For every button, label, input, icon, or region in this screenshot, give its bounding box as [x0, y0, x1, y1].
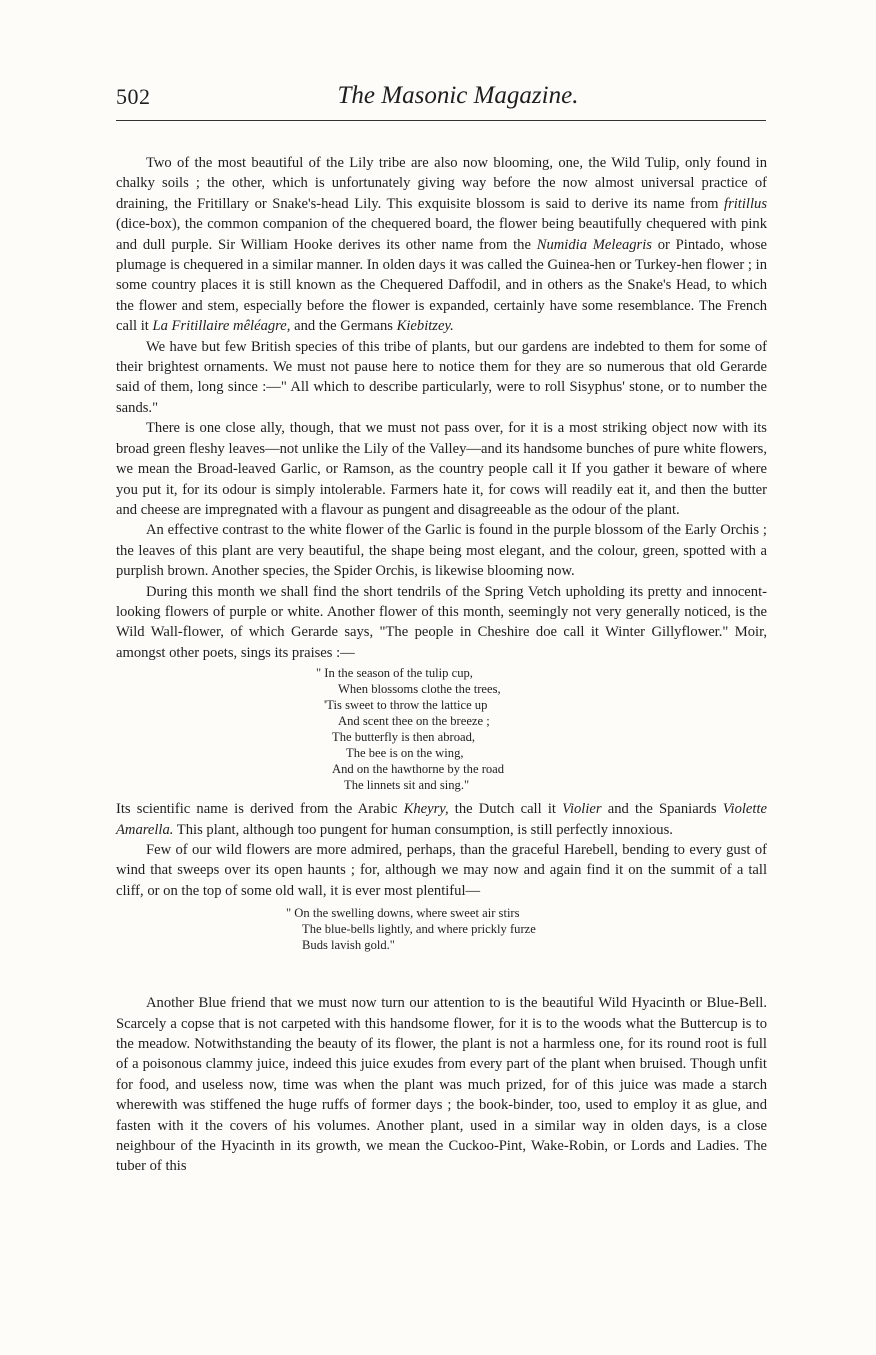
text-run: or Pintado, whose plumage is chequered in a similar manner. In olden days it was called the Guinea-hen or Turkey-hen flower ; in some country places it is still known as the Chequered Daffodil, and in others as the Snake's Head, to which the flower and stem, especially before the flower is expanded, certainly have some resemblance. The French call it	[116, 236, 767, 335]
italic-term: fritillus	[724, 195, 767, 212]
paragraph-group-1	[116, 153, 767, 663]
poem-line: " In the season of the tulip cup,	[316, 666, 473, 681]
poem-line: The blue-bells lightly, and where prickly furze	[302, 922, 536, 937]
text-run: Two of the most beautiful of the Lily tribe are also now blooming, one, the Wild Tulip, only found in chalky soils ; the other, which is unfortunately giving way before the now almost universal practice of draining, the Fritillary or Snake's-head Lily. This exquisite blossom is said to derive its name from	[116, 155, 767, 212]
poem-line: 'Tis sweet to throw the lattice up	[324, 698, 488, 713]
text-run: An effective contrast to the white flower of the Garlic is found in the purple blossom of the Early Orchis ; the leaves of this plant are very beautiful, the shape being most elegant, and the colour, green, spotted with a purplish brown. Another species, the Spider Orchis, is likewise blooming now.	[116, 522, 767, 580]
paragraph-group-3	[116, 993, 767, 1177]
paragraph	[116, 993, 767, 1177]
text-run: During this month we shall find the short tendrils of the Spring Vetch upholding its pretty and innocent-looking flowers of purple or white. Another flower of this month, seemingly not very generally noticed, is the Wild Wall-flower, of which Gerarde says, "The people in Cheshire doe call it Winter Gillyflower." Moir, amongst other poets, sings its praises :—	[116, 583, 767, 661]
poem-line: The linnets sit and sing."	[344, 778, 470, 793]
poem-harebell	[116, 905, 767, 953]
poem-line: And scent thee on the breeze ;	[338, 714, 490, 729]
text-run: Its scientific name is derived from the Arabic	[116, 801, 404, 818]
poem-line: The bee is on the wing,	[346, 746, 464, 761]
italic-term: Numidia Meleagris	[536, 236, 652, 253]
text-run: the Dutch call it	[448, 801, 563, 818]
italic-term: Kheyry,	[403, 801, 449, 818]
paragraph	[116, 799, 767, 840]
paragraph	[116, 840, 767, 901]
poem-line: The butterfly is then abroad,	[332, 730, 476, 745]
text-run: This plant, although too pungent for human consumption, is still perfectly innoxious.	[173, 821, 673, 838]
text-run: Few of our wild flowers are more admired, perhaps, than the graceful Harebell, bending to every gust of wind that sweeps over its open haunts ; for, although we may now and again find it on the summit of a tall cliff, or on the top of some old wall, it is ever most plentiful—	[116, 841, 767, 899]
page-number: 502	[116, 84, 151, 109]
poem-line: And on the hawthorne by the road	[332, 762, 505, 777]
text-run: We have but few British species of this tribe of plants, but our gardens are indebted to them for some of their brightest ornaments. We must not pause here to notice them for they are so numerous that old Gerarde said of them, long since :—" All which to describe particularly, were to roll Sisyphus' stone, or to number the sands."	[116, 338, 767, 416]
poem-wallflower	[116, 665, 767, 793]
italic-term: Violier	[562, 801, 602, 818]
paragraph-group-2	[116, 799, 767, 901]
running-title: The Masonic Magazine.	[337, 82, 579, 109]
poem-line: " On the swelling downs, where sweet air stirs	[286, 906, 520, 921]
italic-term: La Fritillaire mêléagre,	[152, 318, 291, 335]
article-body	[116, 153, 767, 1177]
text-run: (dice-box), the common companion of the chequered board, the flower being beautifully chequered with pink and dull purple. Sir William Hooke derives its other name from the	[116, 216, 767, 253]
text-run: and the Spaniards	[601, 801, 723, 818]
paragraph	[116, 153, 767, 337]
paragraph	[116, 582, 767, 664]
header-rule	[116, 120, 766, 121]
poem-line: When blossoms clothe the trees,	[338, 682, 501, 697]
italic-term: Violette Amarella.	[116, 801, 767, 838]
text-run: Another Blue friend that we must now turn our attention to is the beautiful Wild Hyacinth or Blue-Bell. Scarcely a copse that is not carpeted with this handsome flower, for it is to the woods what the Buttercup is to the meadow. Notwithstanding the beauty of its flower, the plant is not a harmless one, for its round root is full of a poisonous clammy juice, indeed this juice exudes from every part of the plant when bruised. Though unfit for food, and useless now, time was when the plant was much prized, for of this juice was made a starch wherewith was stiffened the huge ruffs of former days ; the book-binder, too, used to employ it as glue, and fasten with it the covers of his volumes. Another plant, used in a similar way in olden days, is a close neighbour of the Hyacinth in its growth, we mean the Cuckoo-Pint, Wake-Robin, or Lords and Ladies. The tuber of this	[116, 995, 767, 1175]
paragraph	[116, 337, 767, 419]
text-run: and the Germans	[290, 318, 397, 335]
paragraph	[116, 418, 767, 520]
poem-line: Buds lavish gold."	[302, 938, 395, 953]
text-run: There is one close ally, though, that we must not pass over, for it is a most striking object now with its broad green fleshy leaves—not unlike the Lily of the Valley—and its handsome bunches of pure white flowers, we mean the Broad-leaved Garlic, or Ramson, as the country people call it If you gather it beware of where you put it, for its odour is simply intolerable. Farmers hate it, for cows will readily eat it, and then the butter and cheese are impregnated with a flavour as pungent and disagreeable as the odour of the plant.	[116, 420, 767, 518]
italic-term: Kiebitzey.	[396, 318, 454, 335]
paragraph	[116, 520, 767, 581]
